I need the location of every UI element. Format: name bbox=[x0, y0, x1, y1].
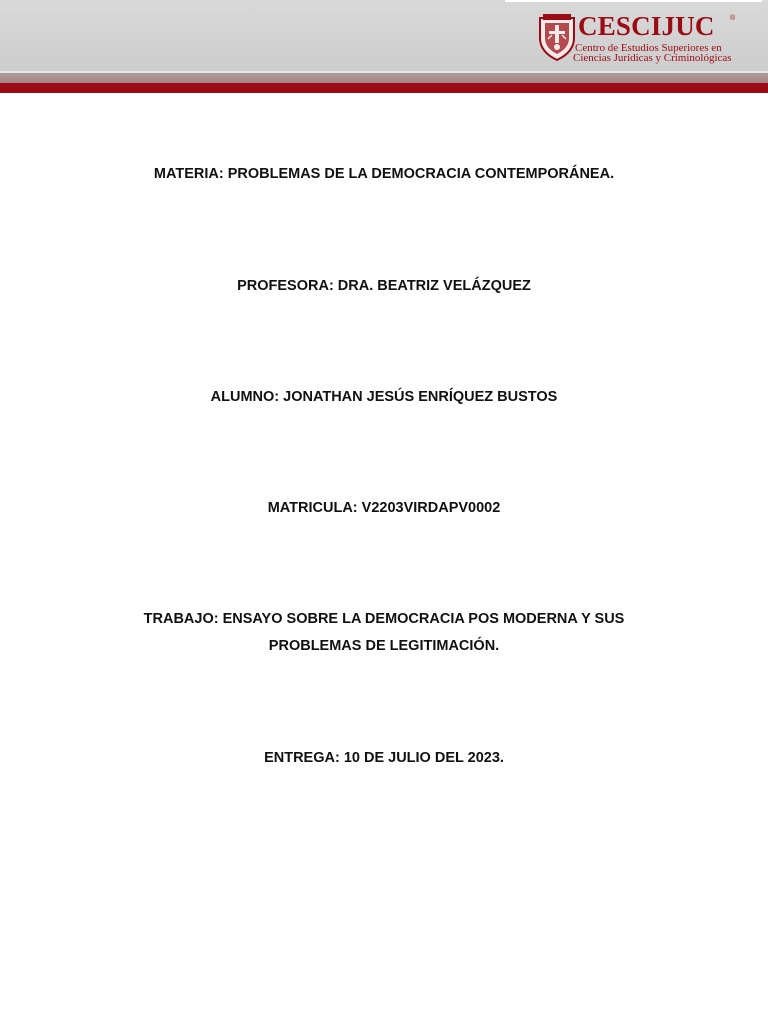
student-line: ALUMNO: JONATHAN JESÚS ENRÍQUEZ BUSTOS bbox=[210, 389, 558, 405]
logo-subtitle-line2: Ciencias Jurídicas y Criminológicas bbox=[573, 52, 732, 64]
institution-logo bbox=[537, 12, 739, 66]
due-date-line: ENTREGA: 10 DE JULIO DEL 2023. bbox=[264, 750, 504, 766]
logo-name: CESCIJUC bbox=[578, 11, 715, 41]
subject-line: MATERIA: PROBLEMAS DE LA DEMOCRACIA CONTEMPORÁNEA. bbox=[153, 166, 615, 182]
page-header bbox=[0, 0, 768, 93]
logo-registered-mark: ® bbox=[730, 15, 736, 22]
enrollment-number-line: MATRICULA: V2203VIRDAPV0002 bbox=[267, 500, 501, 516]
header-red-band bbox=[0, 83, 768, 93]
university-crest-icon bbox=[537, 12, 577, 62]
professor-line: PROFESORA: DRA. BEATRIZ VELÁZQUEZ bbox=[237, 278, 531, 294]
header-white-strip bbox=[505, 0, 762, 2]
logo-subtitle-line1: Centro de Estudios Superiores en bbox=[575, 42, 722, 54]
assignment-title-line2: PROBLEMAS DE LEGITIMACIÓN. bbox=[268, 638, 500, 654]
assignment-title-line1: TRABAJO: ENSAYO SOBRE LA DEMOCRACIA POS MODERNA Y SUS bbox=[143, 611, 625, 627]
header-rose-band bbox=[0, 73, 768, 83]
